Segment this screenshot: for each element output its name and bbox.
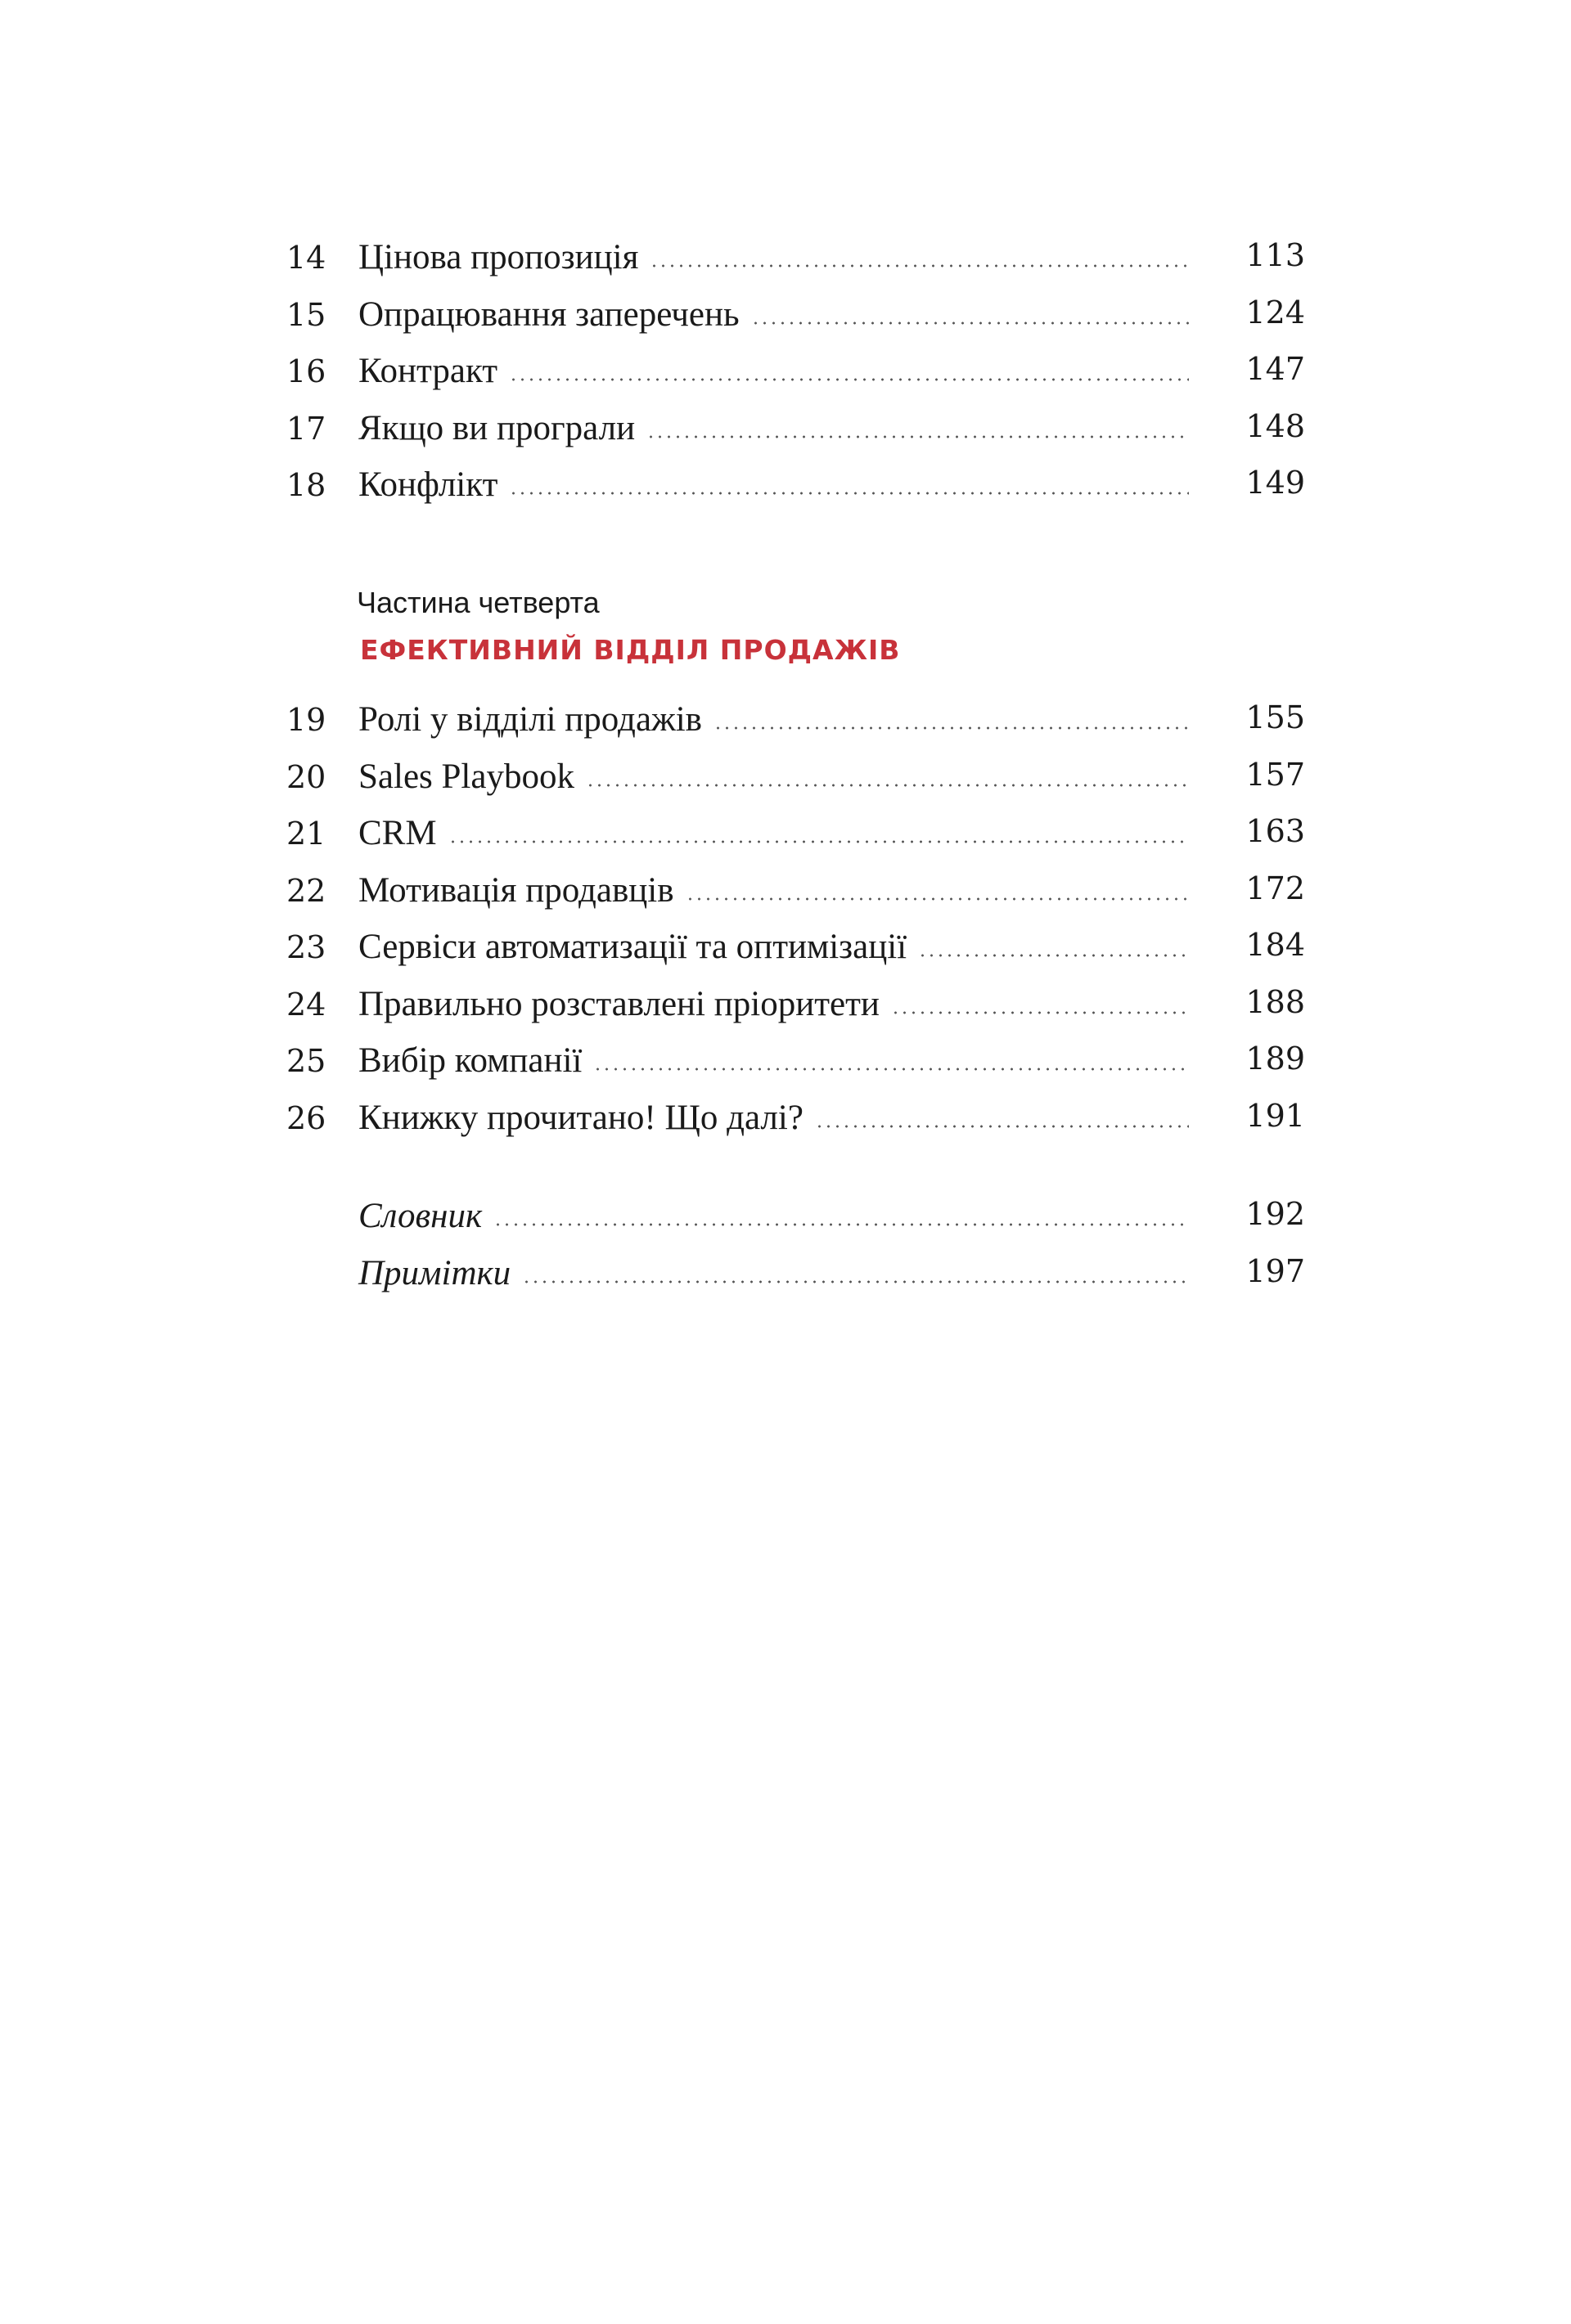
dot-leader [918, 954, 1189, 957]
page-number: 149 [1245, 465, 1305, 501]
page-number: 124 [1245, 294, 1305, 330]
dot-leader [509, 378, 1189, 381]
dot-leader [713, 726, 1189, 730]
dot-leader [891, 1011, 1189, 1014]
dot-leader [493, 1223, 1189, 1226]
dot-leader [751, 321, 1189, 325]
chapter-number: 16 [286, 353, 326, 389]
toc-entry[interactable] [286, 1196, 1305, 1245]
entry-title: Ролі у відділі продажів [358, 700, 702, 739]
entry-title: Примітки [358, 1254, 511, 1292]
entry-title: Конфлікт [358, 465, 498, 504]
entry-title: Якщо ви програли [358, 408, 636, 447]
dot-leader [650, 264, 1189, 267]
page-number: 197 [1245, 1253, 1305, 1289]
entry-title: Книжку прочитано! Що далі? [358, 1098, 804, 1137]
toc-entry[interactable] [286, 870, 1305, 919]
dot-leader [522, 1280, 1189, 1283]
page-number: 148 [1245, 407, 1305, 444]
chapter-number: 20 [286, 758, 326, 795]
toc-entry[interactable] [286, 237, 1305, 286]
chapter-number: 22 [286, 872, 326, 909]
entry-title: Правильно розставлені пріоритети [358, 984, 880, 1023]
chapter-number: 18 [286, 467, 326, 503]
chapter-number: 17 [286, 410, 326, 447]
page-number: 157 [1245, 756, 1305, 793]
toc-entry[interactable] [286, 408, 1305, 457]
toc-entry[interactable] [286, 984, 1305, 1033]
toc-entry[interactable] [286, 813, 1305, 862]
entry-title: Опрацювання заперечень [358, 294, 740, 334]
chapter-number: 23 [286, 929, 326, 965]
entry-title: Контракт [358, 352, 498, 390]
chapter-number: 25 [286, 1043, 326, 1079]
entry-title: Вибір компанії [358, 1041, 583, 1080]
page-number: 192 [1245, 1196, 1305, 1232]
entry-title: Цінова пропозиція [358, 238, 639, 276]
dot-leader [686, 897, 1189, 901]
toc-entry[interactable] [286, 1098, 1305, 1147]
dot-leader [593, 1068, 1189, 1071]
toc-entry[interactable] [286, 1253, 1305, 1302]
dot-leader [586, 784, 1189, 787]
page-number: 189 [1245, 1041, 1305, 1077]
toc-entry[interactable] [286, 351, 1305, 400]
dot-leader [509, 492, 1189, 495]
page-number: 113 [1245, 237, 1305, 273]
entry-title: Словник [358, 1197, 483, 1235]
toc-entry[interactable] [286, 465, 1305, 514]
page-number: 188 [1245, 983, 1305, 1020]
entry-title: Сервіси автоматизації та оптимізації [358, 928, 907, 966]
toc-entry[interactable] [286, 1041, 1305, 1090]
toc-entry[interactable] [286, 699, 1305, 748]
page-number: 147 [1245, 351, 1305, 387]
chapter-number: 26 [286, 1099, 326, 1136]
entry-title: CRM [358, 814, 437, 852]
toc-entry[interactable] [286, 757, 1305, 806]
page-number: 191 [1245, 1097, 1305, 1134]
toc-entry[interactable] [286, 927, 1305, 976]
page-number: 172 [1245, 870, 1305, 906]
chapter-number: 15 [286, 296, 326, 333]
chapter-number: 19 [286, 702, 326, 738]
chapter-number: 24 [286, 986, 326, 1023]
part-label: Частина четверта [357, 586, 600, 619]
dot-leader [646, 435, 1189, 438]
page-number: 155 [1245, 699, 1305, 735]
dot-leader [448, 840, 1189, 843]
entry-title: Sales Playbook [358, 757, 574, 796]
dot-leader [815, 1125, 1189, 1128]
chapter-number: 14 [286, 240, 326, 276]
toc-entry[interactable] [286, 294, 1305, 344]
part-title: ЕФЕКТИВНИЙ ВІДДІЛ ПРОДАЖІВ [360, 634, 901, 666]
page-number: 163 [1245, 813, 1305, 849]
page-number: 184 [1245, 927, 1305, 963]
entry-title: Мотивація продавців [358, 870, 674, 910]
chapter-number: 21 [286, 816, 326, 852]
